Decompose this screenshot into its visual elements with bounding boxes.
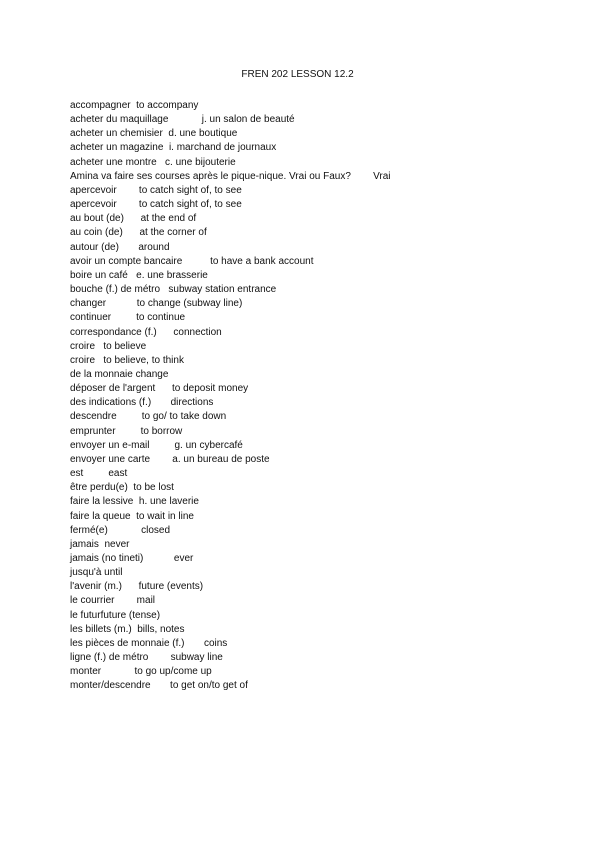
vocabulary-line-text: fermé(e) closed [70, 524, 171, 536]
vocabulary-line-text: le courrier mail [70, 595, 156, 607]
vocabulary-line-text: emprunter to borrow [70, 425, 183, 437]
vocabulary-line [70, 269, 570, 283]
vocabulary-line [70, 467, 570, 481]
vocabulary-line-text: le futurfuture (tense) [70, 609, 161, 621]
vocabulary-line [70, 566, 570, 580]
vocabulary-line-text: déposer de l'argent to deposit money [70, 383, 249, 395]
vocabulary-line [70, 481, 570, 495]
vocabulary-line-text: est east [70, 468, 128, 480]
vocabulary-line-text: jamais never [70, 538, 130, 550]
vocabulary-line-text: de la monnaie change [70, 368, 169, 380]
vocabulary-line [70, 495, 570, 509]
vocabulary-line [70, 651, 570, 665]
vocabulary-line [70, 354, 570, 368]
vocabulary-line [70, 141, 570, 155]
vocabulary-line [70, 311, 570, 325]
vocabulary-line [70, 184, 570, 198]
vocabulary-line-text: l'avenir (m.) future (events) [70, 581, 204, 593]
vocabulary-line [70, 524, 570, 538]
vocabulary-line [70, 623, 570, 637]
vocabulary-line-text: être perdu(e) to be lost [70, 482, 174, 494]
vocabulary-line [70, 637, 570, 651]
vocabulary-line [70, 127, 570, 141]
vocabulary-line-text: acheter une montre c. une bijouterie [70, 156, 236, 168]
vocabulary-line [70, 198, 570, 212]
vocabulary-line [70, 99, 570, 113]
vocabulary-line-text: boire un café e. une brasserie [70, 269, 208, 281]
vocabulary-line-text: acheter un magazine i. marchand de journaux [70, 142, 277, 154]
vocabulary-line [70, 665, 570, 679]
vocabulary-line [70, 113, 570, 127]
vocabulary-line [70, 255, 570, 269]
vocabulary-line [70, 552, 570, 566]
vocabulary-line [70, 326, 570, 340]
vocabulary-line-text: faire la lessive h. une laverie [70, 496, 199, 508]
vocabulary-line [70, 297, 570, 311]
vocabulary-line-text: au coin (de) at the corner of [70, 227, 207, 239]
vocabulary-line-text: correspondance (f.) connection [70, 326, 222, 338]
vocabulary-line-text: faire la queue to wait in line [70, 510, 194, 522]
vocabulary-line [70, 609, 570, 623]
vocabulary-line [70, 410, 570, 424]
vocabulary-line-text: acheter un chemisier d. une boutique [70, 128, 238, 140]
vocabulary-line [70, 538, 570, 552]
vocabulary-line-text: apercevoir to catch sight of, to see [70, 199, 242, 211]
vocabulary-line [70, 396, 570, 410]
vocabulary-line [70, 156, 570, 170]
vocabulary-line [70, 212, 570, 226]
vocabulary-line-text: monter to go up/come up [70, 666, 212, 678]
vocabulary-line-text: envoyer un e-mail g. un cybercafé [70, 439, 243, 451]
vocabulary-line [70, 580, 570, 594]
vocabulary-line-text: bouche (f.) de métro subway station entrance [70, 284, 277, 296]
vocabulary-line [70, 425, 570, 439]
vocabulary-line-text: changer to change (subway line) [70, 298, 243, 310]
vocabulary-line [70, 510, 570, 524]
vocabulary-line-text: acheter du maquillage j. un salon de beauté [70, 114, 295, 126]
vocabulary-line [70, 679, 570, 693]
vocabulary-line [70, 368, 570, 382]
vocabulary-line [70, 453, 570, 467]
vocabulary-line-text: les pièces de monnaie (f.) coins [70, 637, 228, 649]
vocabulary-line-text: au bout (de) at the end of [70, 213, 197, 225]
vocabulary-line [70, 594, 570, 608]
vocabulary-line [70, 439, 570, 453]
vocabulary-line-text: des indications (f.) directions [70, 397, 214, 409]
document-title: FREN 202 LESSON 12.2 [241, 69, 354, 80]
vocabulary-line [70, 340, 570, 354]
vocabulary-line-text: monter/descendre to get on/to get of [70, 680, 248, 692]
vocabulary-list [70, 99, 570, 694]
vocabulary-line-text: continuer to continue [70, 312, 186, 324]
vocabulary-line-text: croire to believe, to think [70, 354, 184, 366]
vocabulary-line-text: jusqu'à until [70, 567, 123, 579]
vocabulary-line-text: ligne (f.) de métro subway line [70, 652, 223, 664]
vocabulary-line-text: accompagner to accompany [70, 100, 199, 111]
vocabulary-line-text: croire to believe [70, 340, 147, 352]
vocabulary-line-text: les billets (m.) bills, notes [70, 623, 185, 635]
vocabulary-line-text: Amina va faire ses courses après le pique-nique. Vrai ou Faux? Vrai [70, 170, 391, 182]
vocabulary-line-text: descendre to go/ to take down [70, 411, 227, 423]
vocabulary-line-text: envoyer une carte a. un bureau de poste [70, 453, 270, 465]
vocabulary-line [70, 226, 570, 240]
vocabulary-line [70, 241, 570, 255]
vocabulary-line [70, 170, 570, 184]
vocabulary-line-text: avoir un compte bancaire to have a bank account [70, 255, 314, 267]
vocabulary-line-text: apercevoir to catch sight of, to see [70, 184, 242, 196]
vocabulary-line-text: jamais (no tineti) ever [70, 553, 194, 564]
vocabulary-line-text: autour (de) around [70, 241, 170, 253]
vocabulary-line [70, 283, 570, 297]
vocabulary-line [70, 382, 570, 396]
